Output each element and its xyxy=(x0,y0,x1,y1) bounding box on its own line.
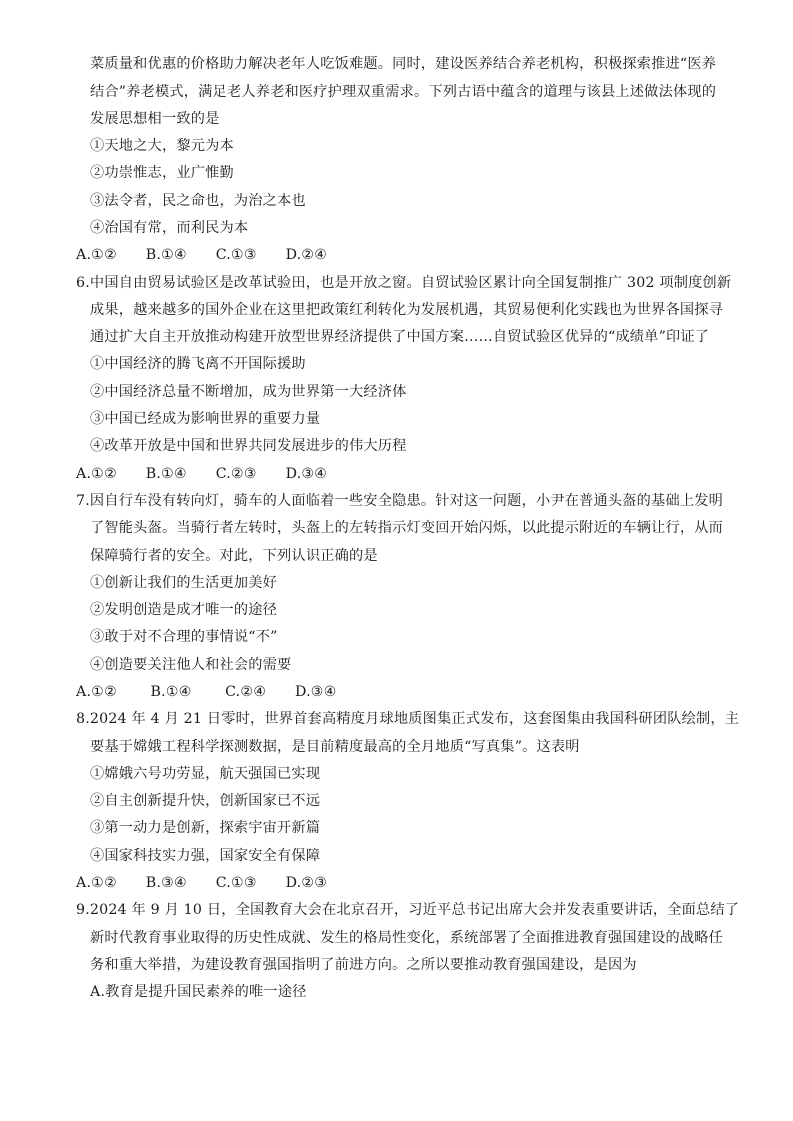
q7-statement-4: ④创造要关注他人和社会的需要 xyxy=(90,657,292,673)
q8-options: A.①② B.③④ C.①③ D.②③ xyxy=(76,875,328,891)
q6-stem-line-3: 通过扩大自主开放推动构建开放型世界经济提供了中国方案……自贸试验区优异的“成绩单”印证了 xyxy=(90,329,710,345)
q5-stem-line-2: 结合”养老模式，满足老人养老和医疗护理双重需求。下列古语中蕴含的道理与该县上述做法体现的 xyxy=(90,84,717,100)
q8-statement-2: ②自主创新提升快，创新国家已不远 xyxy=(90,793,321,809)
q7-statement-3: ③敢于对不合理的事情说“不” xyxy=(90,629,278,645)
q6-statement-3: ③中国已经成为影响世界的重要力量 xyxy=(90,411,321,427)
q8-stem-line-2: 要基于嫦娥工程科学探测数据，是目前精度最高的全月地质“写真集”。这表明 xyxy=(90,739,580,755)
q8-statement-1: ①嫦娥六号功劳显，航天强国已实现 xyxy=(90,766,321,782)
q5-statement-2: ②功崇惟志，业广惟勤 xyxy=(90,165,234,181)
q5-options: A.①② B.①④ C.①③ D.②④ xyxy=(76,247,328,263)
q6-stem-line-2: 成果，越来越多的国外企业在这里把政策红利转化为发展机遇，其贸易便利化实践也为世界各国探寻 xyxy=(90,302,724,318)
q6-statement-1: ①中国经济的腾飞离不开国际援助 xyxy=(90,356,306,372)
q7-stem-line-2: 了智能头盔。当骑行者左转时，头盔上的左转指示灯变回开始闪烁，以此提示附近的车辆让行，从而 xyxy=(90,520,724,536)
q5-statement-3: ③法令者，民之命也，为治之本也 xyxy=(90,193,306,209)
q9-stem-line-3: 务和重大举措，为建设教育强国指明了前进方向。之所以要推动教育强国建设，是因为 xyxy=(90,957,637,973)
q7-statement-2: ②发明创造是成才唯一的途径 xyxy=(90,602,278,618)
q6-statement-2: ②中国经济总量不断增加，成为世界第一大经济体 xyxy=(90,384,407,400)
q6-options: A.①② B.①④ C.②③ D.③④ xyxy=(76,466,328,482)
q7-stem-line-3: 保障骑行者的安全。对此，下列认识正确的是 xyxy=(90,548,378,564)
q8-statement-4: ④国家科技实力强，国家安全有保障 xyxy=(90,848,321,864)
q6-statement-4: ④改革开放是中国和世界共同发展进步的伟大历程 xyxy=(90,438,407,454)
q9-stem-line-1: 9.2024 年 9 月 10 日，全国教育大会在北京召开，习近平总书记出席大会并发表重要讲话，全面总结了 xyxy=(76,902,740,918)
q9-stem-line-2: 新时代教育事业取得的历史性成就、发生的格局性变化，系统部署了全面推进教育强国建设的战略任 xyxy=(90,930,724,946)
q8-statement-3: ③第一动力是创新，探索宇宙开新篇 xyxy=(90,820,321,836)
q7-stem-line-1: 7.因自行车没有转向灯，骑车的人面临着一些安全隐患。针对这一问题，小尹在普通头盔的基础上发明 xyxy=(76,493,723,509)
q7-options: A.①② B.①④ C.②④ D.③④ xyxy=(76,684,337,700)
q8-stem-line-1: 8.2024 年 4 月 21 日零时，世界首套高精度月球地质图集正式发布，这套图集由我国科研团队绘制，主 xyxy=(76,711,740,727)
q5-statement-1: ①天地之大，黎元为本 xyxy=(90,138,234,154)
q9-option-a: A.教育是提升国民素养的唯一途径 xyxy=(90,984,307,1000)
q7-statement-1: ①创新让我们的生活更加美好 xyxy=(90,575,278,591)
q5-stem-line-1: 菜质量和优惠的价格助力解决老年人吃饭难题。同时，建设医养结合养老机构，积极探索推进“医养 xyxy=(90,56,717,72)
q5-stem-line-3: 发展思想相一致的是 xyxy=(90,111,220,127)
q5-statement-4: ④治国有常，而利民为本 xyxy=(90,220,249,236)
q6-stem-line-1: 6.中国自由贸易试验区是改革试验田，也是开放之窗。自贸试验区累计向全国复制推广 302 项制度创新 xyxy=(76,275,732,291)
